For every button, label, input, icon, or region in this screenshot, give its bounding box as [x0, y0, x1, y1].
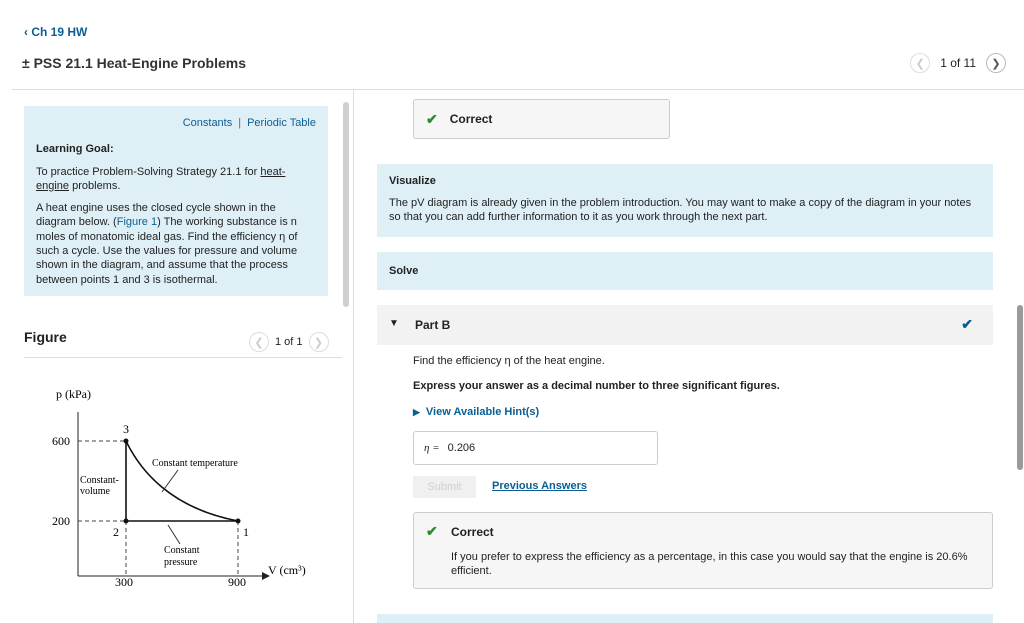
figure-heading: Figure [24, 329, 67, 345]
point-1-marker [236, 519, 241, 524]
resource-links [36, 116, 316, 130]
solve-heading: Solve [389, 265, 419, 277]
learning-goal-heading: Learning Goal: [36, 143, 114, 156]
page-title: ± PSS 21.1 Heat-Engine Problems [22, 55, 246, 71]
header-divider [12, 89, 1024, 90]
answer-symbol: η = [424, 442, 440, 454]
y-tick-200: 200 [52, 514, 70, 528]
point-3-label: 3 [123, 422, 129, 436]
part-label: Part B [415, 318, 451, 332]
x-tick-300: 300 [115, 575, 133, 589]
periodic-table-link[interactable]: Periodic Table [247, 117, 316, 129]
problem-text-start: A heat engine uses the closed cycle shown in the diagram below. ( [36, 202, 276, 229]
part-complete-check-icon: ✔ [961, 316, 973, 332]
problem-pager [910, 53, 1006, 73]
solve-section [377, 252, 993, 290]
pane-divider [353, 90, 354, 623]
constants-link[interactable]: Constants [182, 117, 233, 129]
problem-statement [36, 201, 316, 287]
right-scrollbar[interactable] [1017, 305, 1023, 470]
isothermal-label: Constant temperature [152, 458, 238, 469]
isothermal-pointer [162, 470, 178, 492]
x-tick-900: 900 [228, 575, 246, 589]
next-figure-button[interactable]: ❯ [309, 332, 329, 352]
visualize-heading: Visualize [389, 175, 436, 187]
goal-text-start: To practice Problem-Solving Strategy 21.1 for [36, 165, 261, 178]
figure-1-link[interactable]: Figure 1 [116, 216, 158, 229]
point-2-label: 2 [113, 525, 119, 539]
next-problem-button[interactable]: ❯ [986, 53, 1006, 73]
submit-button[interactable]: Submit [413, 476, 476, 498]
feedback-correct-label: Correct [451, 525, 494, 539]
isobaric-label-1: Constant [164, 545, 200, 556]
prev-figure-button[interactable]: ❮ [249, 332, 269, 352]
left-scrollbar[interactable] [343, 102, 349, 307]
x-axis-label: V (cm³) [268, 563, 306, 577]
pv-diagram [40, 380, 330, 595]
isothermal-curve [126, 441, 238, 521]
next-section-strip [377, 614, 993, 623]
answer-value: 0.206 [447, 442, 476, 454]
visualize-section [377, 164, 993, 237]
visualize-text: The pV diagram is already given in the problem introduction. You may want to make a copy of the diagram in your notes so that you can add further information to it as you work through the next part. [389, 197, 972, 224]
point-2-marker [124, 519, 129, 524]
hints-toggle[interactable] [413, 406, 539, 418]
hint-label: View Available Hint(s) [425, 406, 540, 418]
links-separator: | [238, 117, 242, 129]
prev-problem-button[interactable]: ❮ [910, 53, 930, 73]
back-label: Ch 19 HW [31, 25, 88, 39]
learning-goal-box [24, 106, 328, 296]
question-text: Find the efficiency η of the heat engine. [413, 355, 605, 367]
learning-goal-text [36, 165, 316, 194]
figure-pager-text: 1 of 1 [275, 336, 303, 348]
point-1-label: 1 [243, 525, 249, 539]
correct-banner-top [413, 99, 670, 139]
isobaric-label-2: pressure [164, 557, 198, 568]
collapse-caret-icon[interactable]: ▼ [389, 318, 399, 329]
previous-answers-link[interactable]: Previous Answers [492, 480, 587, 492]
heat-engine-link[interactable]: heat-engine [36, 165, 286, 192]
back-link[interactable]: ‹ Ch 19 HW [24, 25, 88, 39]
answer-field[interactable] [413, 431, 658, 465]
instruction-text: Express your answer as a decimal number to three significant figures. [413, 380, 780, 392]
feedback-card [413, 512, 993, 589]
figure-pager [249, 332, 329, 352]
feedback-check-icon: ✔ [426, 523, 438, 539]
point-3-marker [124, 439, 129, 444]
part-b-header[interactable] [377, 305, 993, 345]
isobaric-pointer [168, 525, 180, 544]
correct-top-label: Correct [449, 112, 493, 126]
goal-text-end: problems. [69, 179, 121, 192]
check-icon: ✔ [426, 110, 438, 127]
problem-pager-text: 1 of 11 [940, 56, 976, 70]
feedback-text: If you prefer to express the efficiency as a percentage, in this case you would say that the engine is 20.6% efficient. [451, 551, 968, 578]
y-tick-600: 600 [52, 434, 70, 448]
hint-caret-icon: ▶ [413, 407, 420, 417]
isochoric-label-2: volume [80, 486, 110, 497]
figure-divider [24, 357, 342, 358]
isochoric-label-1: Constant- [80, 475, 119, 486]
problem-text-end: ) The working substance is n moles of monatomic ideal gas. Find the efficiency η of such a cycle. Use the values for pressure and volume shown in the diagram, and assume that the process between points 1 and 3 is isothermal. [36, 216, 298, 286]
y-axis-label: p (kPa) [56, 387, 91, 401]
